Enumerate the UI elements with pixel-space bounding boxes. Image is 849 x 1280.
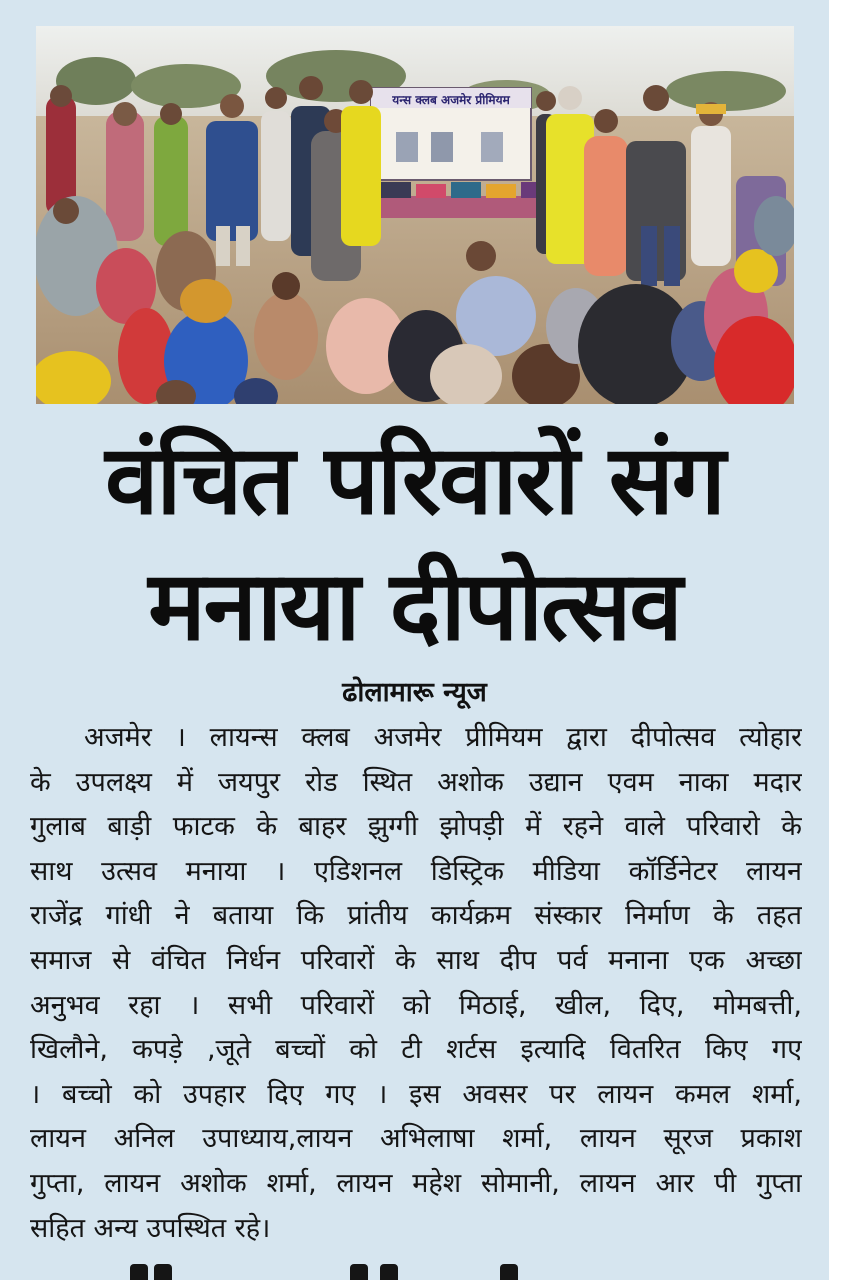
article-line: । बच्चो को उपहार दिए गए । इस अवसर पर लायन कमल शर्मा, [30, 1078, 802, 1110]
article-body [30, 716, 802, 1251]
article-line: अजमेर । लायन्स क्लब अजमेर प्रीमियम द्वारा दीपोत्सव त्योहार [84, 722, 802, 753]
article-line: गुलाब बाड़ी फाटक के बाहर झुग्गी झोपड़ी में रहने वाले परिवारो के [30, 811, 802, 843]
headline-line-2: मनाया दीपोत्सव [148, 550, 681, 662]
headline-line-1: वंचित परिवारों संग [105, 424, 724, 536]
event-photo-illustration [36, 26, 794, 404]
event-photo [36, 26, 794, 404]
article-line: समाज से वंचित निर्धन परिवारों के साथ दीप पर्व मनाना एक अच्छा [30, 944, 802, 976]
article-line: खिलौने, कपड़े ,जूते बच्चों को टी शर्टस इत्यादि वितरित किए गए [30, 1034, 802, 1066]
article-line: साथ उत्सव मनाया । एडिशनल डिस्ट्रिक मीडिया कॉर्डिनेटर लायन [30, 855, 802, 887]
article-line: लायन अनिल उपाध्याय,लायन अभिलाषा शर्मा, लायन सूरज प्रकाश [30, 1123, 802, 1155]
article-line: अनुभव रहा । सभी परिवारों को मिठाई, खील, दिए, मोमबत्ती, [30, 989, 802, 1021]
article-line: सहित अन्य उपस्थित रहे। [30, 1212, 271, 1244]
article-line: गुप्ता, लायन अशोक शर्मा, लायन महेश सोमानी, लायन आर पी गुप्ता [30, 1167, 802, 1199]
cropped-next-headline [90, 1264, 610, 1280]
byline: ढोलामारू न्यूज [342, 677, 487, 708]
page-edge [829, 0, 849, 1280]
article-line: राजेंद्र गांधी ने बताया कि प्रांतीय कार्यक्रम संस्कार निर्माण के तहत [30, 900, 802, 932]
article-line: के उपलक्ष्य में जयपुर रोड स्थित अशोक उद्यान एवम नाका मदार [30, 766, 802, 798]
banner-text: यन्स क्लब अजमेर प्रीमियम [392, 93, 510, 107]
